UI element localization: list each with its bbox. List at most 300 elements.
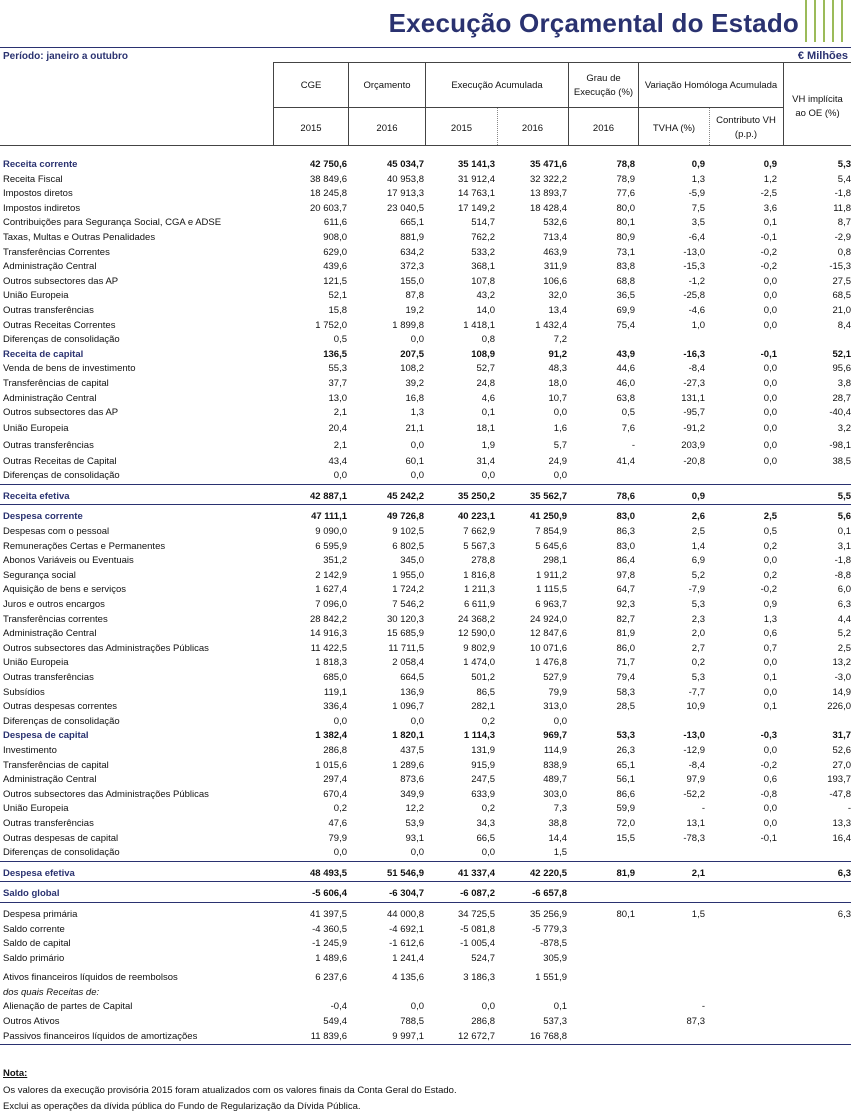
row-value: 1,5: [691, 908, 705, 920]
row-value: 2 142,9: [315, 569, 347, 581]
row-label: Transferências de capital: [3, 759, 109, 771]
row-value: 1 551,9: [535, 972, 567, 984]
row-value: 0,0: [763, 817, 777, 829]
note-2: Exclui as operações da dívida pública do Fundo de Regularização da Dívida Pública.: [3, 1101, 361, 1112]
row-value: 13,4: [548, 304, 567, 316]
row-value: 1,3: [691, 173, 705, 185]
row-value: 93,1: [405, 832, 424, 844]
table-row: [0, 788, 851, 803]
row-value: [635, 937, 705, 952]
row-value: 28,5: [616, 701, 635, 713]
row-label: União Europeia: [3, 803, 69, 815]
row-value: 0,2: [481, 715, 495, 727]
row-value: -6 657,8: [495, 887, 567, 902]
row-value: 286,8: [323, 744, 347, 756]
row-value: 86,3: [616, 526, 635, 538]
row-value: 0,8: [481, 334, 495, 346]
row-value: 4,6: [481, 392, 495, 404]
row-value: 72,0: [616, 817, 635, 829]
row-value: [777, 971, 851, 986]
row-value: 0,0: [410, 715, 424, 727]
row-value: [777, 1015, 851, 1030]
row-value: 43,4: [328, 455, 347, 467]
row-value: 0,0: [495, 469, 567, 484]
row-label: Receita Fiscal: [3, 173, 63, 185]
row-label: União Europeia: [3, 657, 69, 669]
row-value: 82,7: [616, 613, 635, 625]
row-value: 78,9: [616, 173, 635, 185]
row-value: 1,4: [691, 540, 705, 552]
row-value: [777, 333, 851, 348]
row-value: -20,8: [683, 455, 705, 467]
row-value: 3 186,3: [463, 972, 495, 984]
row-value: 16 768,8: [495, 1030, 567, 1045]
row-value: -3,0: [834, 672, 851, 683]
row-value: -0,3: [760, 730, 777, 742]
row-label: Transferências de capital: [3, 377, 109, 389]
row-value: 106,6: [543, 275, 567, 287]
row-value: 42 220,5: [495, 867, 567, 882]
row-value: [424, 986, 495, 1001]
row-value: 17 149,2: [458, 202, 495, 214]
table-row: [0, 525, 851, 540]
row-value: 131,9: [471, 744, 495, 756]
row-value: 1 474,0: [463, 657, 495, 669]
row-value: [705, 846, 777, 861]
row-value: -1 245,9: [312, 938, 347, 950]
row-value: 24,9: [548, 455, 567, 467]
row-value: 303,0: [543, 788, 567, 800]
table-row: [0, 333, 851, 348]
row-label: Remunerações Certas e Permanentes: [3, 540, 166, 552]
row-value: 81,9: [616, 628, 635, 640]
row-value: -0,2: [760, 246, 777, 258]
table-row: [0, 656, 851, 671]
row-label: Impostos indiretos: [3, 202, 81, 214]
row-value: [705, 715, 777, 730]
page-title: Execução Orçamental do Estado: [388, 8, 799, 38]
row-value: 34,3: [476, 817, 495, 829]
row-value: 0,0: [763, 422, 777, 434]
row-value: 26,3: [616, 744, 635, 756]
row-value: 0,0: [410, 334, 424, 346]
row-value: 5,2: [837, 628, 851, 640]
row-value: 0,0: [763, 555, 777, 567]
row-value: 108,9: [471, 348, 495, 360]
row-value: -27,3: [683, 377, 705, 389]
row-label: Administração Central: [3, 261, 97, 273]
row-value: [567, 1015, 635, 1030]
row-value: 336,4: [323, 701, 347, 713]
decorative-stripes: [803, 0, 847, 42]
table-row: [0, 158, 851, 173]
row-value: 14,9: [832, 686, 851, 698]
row-value: -8,4: [688, 759, 705, 771]
row-value: -878,5: [540, 938, 567, 950]
row-label: Investimento: [3, 744, 57, 756]
row-value: [495, 986, 567, 1001]
row-label: Saldo global: [0, 887, 250, 902]
row-value: 282,1: [471, 701, 495, 713]
row-label: Contribuições para Segurança Social, CGA e ADSE: [3, 217, 222, 229]
row-value: 6,0: [837, 584, 851, 596]
row-value: 12 672,7: [424, 1030, 495, 1045]
table-row: [0, 319, 851, 334]
row-value: 8,4: [837, 319, 851, 331]
row-label: Outras transferências: [3, 304, 94, 316]
row-value: 311,9: [543, 261, 567, 273]
row-value: -47,8: [829, 788, 851, 800]
row-value: 203,9: [681, 439, 705, 451]
row-value: 2,5: [691, 526, 705, 538]
row-value: 0,0: [763, 363, 777, 375]
row-value: 0,0: [410, 1001, 424, 1013]
row-value: 2,1: [635, 867, 705, 882]
row-value: [250, 986, 347, 1001]
row-value: 95,6: [832, 363, 851, 375]
header-tvha: TVHA (%): [652, 123, 696, 134]
row-value: -52,2: [683, 788, 705, 800]
row-value: [635, 923, 705, 938]
row-label: Saldo corrente: [3, 923, 65, 935]
row-value: 1 418,1: [463, 319, 495, 331]
row-value: 51 546,9: [347, 867, 424, 882]
row-value: 0,9: [763, 159, 777, 170]
row-value: 6 963,7: [535, 599, 567, 611]
row-value: 20 603,7: [310, 202, 347, 214]
row-value: 1 211,3: [464, 584, 495, 596]
row-value: 18 245,8: [310, 188, 347, 200]
row-value: 6,3: [837, 599, 851, 611]
table-row: [0, 1000, 851, 1015]
row-value: 18,0: [548, 377, 567, 389]
row-value: 2 058,4: [392, 657, 424, 669]
row-value: 55,3: [328, 363, 347, 375]
row-value: 19,2: [405, 304, 424, 316]
row-value: 18,1: [476, 422, 495, 434]
row-value: 0,0: [763, 657, 777, 669]
row-value: 16,8: [405, 392, 424, 404]
row-value: [567, 333, 635, 348]
row-value: [705, 1015, 777, 1030]
row-value: 15 685,9: [387, 628, 424, 640]
row-label: Ativos financeiros líquidos de reembolsos: [3, 972, 178, 984]
row-value: 2,0: [691, 628, 705, 640]
row-value: 2,1: [333, 439, 347, 451]
row-value: 53,3: [616, 730, 635, 742]
row-value: [635, 952, 705, 967]
row-value: 68,5: [832, 290, 851, 302]
row-value: 10 071,6: [530, 642, 567, 654]
row-value: 24,8: [476, 377, 495, 389]
row-value: 1 955,0: [392, 569, 424, 581]
row-value: [635, 986, 705, 1001]
row-value: 11 422,5: [310, 642, 347, 654]
row-value: 881,9: [400, 231, 424, 243]
row-value: 80,9: [616, 231, 635, 243]
row-value: -1 005,4: [460, 938, 495, 950]
row-value: -1 612,6: [389, 938, 424, 950]
row-value: 6,9: [691, 555, 705, 567]
row-value: 56,1: [616, 774, 635, 786]
row-value: 7 662,9: [463, 526, 495, 538]
row-value: 207,5: [400, 348, 424, 360]
row-value: 5,5: [777, 490, 851, 505]
header-vh-2: ao OE (%): [795, 108, 840, 119]
row-value: 5,2: [691, 569, 705, 581]
row-value: 345,0: [400, 555, 424, 567]
row-value: 0,6: [763, 774, 777, 786]
row-value: 2,5: [837, 642, 851, 654]
row-value: [777, 1000, 851, 1015]
row-value: 1 382,4: [315, 730, 347, 742]
row-value: 35 471,6: [530, 159, 567, 170]
row-value: 629,0: [323, 246, 347, 258]
row-value: 81,9: [567, 867, 635, 882]
row-label: Administração Central: [3, 628, 97, 640]
row-value: 0,0: [410, 439, 424, 451]
row-value: 83,8: [616, 261, 635, 273]
row-value: [705, 1030, 777, 1045]
row-value: 0,5: [763, 526, 777, 538]
row-value: 286,8: [471, 1016, 495, 1028]
row-label: Passivos financeiros líquidos de amortizações: [0, 1030, 250, 1045]
row-value: 35 562,7: [495, 490, 567, 505]
row-value: 0,0: [763, 455, 777, 467]
table-row: [0, 583, 851, 598]
row-value: 0,2: [763, 569, 777, 581]
header-year-2015b: 2015: [450, 123, 473, 134]
table-row: [0, 729, 851, 744]
header-year-2016a: 2016: [376, 123, 398, 134]
row-value: 0,1: [553, 1001, 567, 1013]
row-value: 7 546,2: [392, 599, 424, 611]
row-value: 0,9: [691, 159, 705, 170]
row-value: 47,6: [328, 817, 347, 829]
row-value: 48 493,5: [250, 867, 347, 882]
row-value: 11 711,5: [388, 642, 424, 654]
row-label: Alienação de partes de Capital: [3, 1001, 133, 1013]
row-value: 0,2: [481, 803, 495, 815]
row-value: 297,4: [323, 774, 347, 786]
row-value: [705, 923, 777, 938]
row-value: 247,5: [471, 774, 495, 786]
row-label: Outros subsectores das Administrações Públicas: [3, 642, 209, 654]
row-value: 39,2: [405, 377, 424, 389]
row-label: Despesas com o pessoal: [3, 526, 110, 538]
row-value: [705, 908, 777, 923]
row-value: 0,0: [424, 846, 495, 861]
row-value: 873,6: [400, 774, 424, 786]
table-row: [0, 923, 851, 938]
row-value: 83,0: [616, 511, 635, 523]
row-value: 0,0: [763, 275, 777, 287]
row-value: -0,4: [330, 1001, 347, 1013]
row-value: [635, 715, 705, 730]
row-value: 0,0: [763, 304, 777, 316]
row-value: 91,2: [548, 348, 567, 360]
table-row: [0, 598, 851, 613]
row-value: -1,8: [834, 188, 851, 200]
header-exec-acum: Execução Acumulada: [451, 80, 543, 91]
row-value: 838,9: [543, 759, 567, 771]
table-row: [0, 289, 851, 304]
row-value: [567, 952, 635, 967]
row-value: -5 081,8: [460, 923, 495, 935]
row-value: [777, 846, 851, 861]
row-value: [567, 986, 635, 1001]
row-label: Outros subsectores das Administrações Públicas: [3, 788, 209, 800]
row-label: Diferenças de consolidação: [3, 715, 120, 727]
table-row: [0, 627, 851, 642]
row-value: 3,5: [691, 217, 705, 229]
table-row: [0, 216, 851, 231]
row-value: 107,8: [471, 275, 495, 287]
row-value: 42 887,1: [250, 490, 347, 505]
row-value: 1 724,2: [392, 584, 424, 596]
table-row: [0, 275, 851, 290]
row-value: 52,7: [476, 363, 495, 375]
row-value: 1 096,7: [392, 701, 424, 713]
row-value: 119,1: [323, 686, 347, 698]
row-value: 52,6: [832, 744, 851, 756]
row-value: 1 476,8: [535, 657, 567, 669]
row-value: 34 725,5: [458, 908, 495, 920]
table-row: [0, 304, 851, 319]
row-value: 0,1: [763, 217, 777, 229]
header-year-2015a: 2015: [300, 123, 322, 134]
row-value: 1,2: [763, 173, 777, 185]
row-value: 5,3: [837, 159, 851, 170]
table-row: [0, 187, 851, 202]
row-value: 2,5: [763, 511, 777, 523]
row-label: Outros subsectores das AP: [3, 275, 119, 287]
row-label: Diferenças de consolidação: [0, 846, 250, 861]
row-value: 6 595,9: [315, 540, 347, 552]
row-label: Aquisição de bens e serviços: [3, 584, 127, 596]
row-value: 68,8: [616, 275, 635, 287]
row-value: 80,1: [616, 217, 635, 229]
row-value: 10,7: [548, 392, 567, 404]
row-value: 5,7: [553, 439, 567, 451]
row-value: 0,0: [347, 469, 424, 484]
row-value: [567, 1000, 635, 1015]
row-value: -5,9: [688, 188, 705, 200]
row-value: [777, 715, 851, 730]
row-value: 5,4: [837, 173, 851, 185]
row-value: 549,4: [323, 1016, 347, 1028]
row-value: 533,2: [471, 246, 495, 258]
row-value: 75,4: [616, 319, 635, 331]
row-value: -2,9: [834, 231, 851, 243]
row-value: 42 750,6: [310, 159, 347, 170]
table-row: [0, 686, 851, 701]
row-value: 27,5: [832, 275, 851, 287]
table-row: [0, 554, 851, 569]
row-value: 49 726,8: [387, 511, 424, 523]
row-value: 20,4: [328, 422, 347, 434]
header-year-2016c: 2016: [592, 123, 615, 134]
row-value: 611,6: [323, 217, 347, 229]
row-label: Subsídios: [3, 686, 45, 698]
row-value: 6,3: [777, 867, 851, 882]
row-value: -: [631, 439, 635, 451]
row-label: Impostos diretos: [3, 188, 73, 200]
row-value: 32 322,2: [530, 173, 567, 185]
row-value: 226,0: [827, 701, 851, 713]
row-value: 665,1: [400, 217, 424, 229]
row-value: 21,1: [405, 422, 424, 434]
row-value: 193,7: [827, 774, 851, 786]
row-value: -8,4: [688, 363, 705, 375]
row-value: 7,5: [691, 202, 705, 214]
row-value: 35 250,2: [424, 490, 495, 505]
row-value: 43,2: [476, 290, 495, 302]
row-value: 44,6: [616, 363, 635, 375]
budget-table: [0, 158, 851, 1045]
row-value: 0,9: [635, 490, 705, 505]
row-value: 13,2: [832, 657, 851, 669]
row-value: [635, 887, 705, 902]
row-value: -1,2: [688, 275, 705, 287]
row-value: 77,6: [616, 188, 635, 200]
header-orcamento: Orçamento: [363, 80, 411, 91]
row-value: 0,0: [250, 469, 347, 484]
row-value: 78,8: [616, 159, 635, 170]
row-value: 64,7: [616, 584, 635, 596]
row-value: 5 567,3: [463, 540, 495, 552]
table-row: [0, 715, 851, 730]
row-value: 313,0: [543, 701, 567, 713]
row-value: 439,6: [323, 261, 347, 273]
row-value: 1 241,4: [392, 952, 424, 964]
row-value: 46,0: [616, 377, 635, 389]
row-value: 63,8: [616, 392, 635, 404]
table-row: [0, 455, 851, 470]
row-value: 24 368,2: [458, 613, 495, 625]
row-value: 351,2: [323, 555, 347, 567]
row-value: 278,8: [471, 555, 495, 567]
row-value: 31,7: [832, 730, 851, 742]
row-value: 7 854,9: [535, 526, 567, 538]
row-value: 23 040,5: [387, 202, 424, 214]
row-value: [705, 937, 777, 952]
row-value: 131,1: [681, 392, 705, 404]
row-value: 0,0: [424, 469, 495, 484]
row-value: 59,9: [616, 803, 635, 815]
row-label: Administração Central: [3, 774, 97, 786]
row-value: 9 102,5: [392, 526, 424, 538]
row-value: 21,0: [832, 304, 851, 316]
row-value: 0,0: [553, 407, 567, 419]
table-row: [0, 260, 851, 275]
header-year-2016b: 2016: [521, 123, 544, 134]
row-value: 45 242,2: [347, 490, 424, 505]
row-value: 1 911,2: [536, 569, 567, 581]
row-value: [635, 1030, 705, 1045]
unit-label: € Milhões: [797, 50, 848, 62]
table-row: [0, 438, 851, 455]
row-value: 633,9: [471, 788, 495, 800]
row-value: 1,6: [553, 422, 567, 434]
row-label: Venda de bens de investimento: [3, 363, 136, 375]
row-value: 437,5: [400, 744, 424, 756]
row-label: Segurança social: [3, 569, 76, 581]
row-value: 48,3: [548, 363, 567, 375]
period-label: Período: janeiro a outubro: [3, 51, 129, 62]
row-value: 5 645,6: [535, 540, 567, 552]
header-vh-1: VH implícita: [792, 94, 843, 105]
